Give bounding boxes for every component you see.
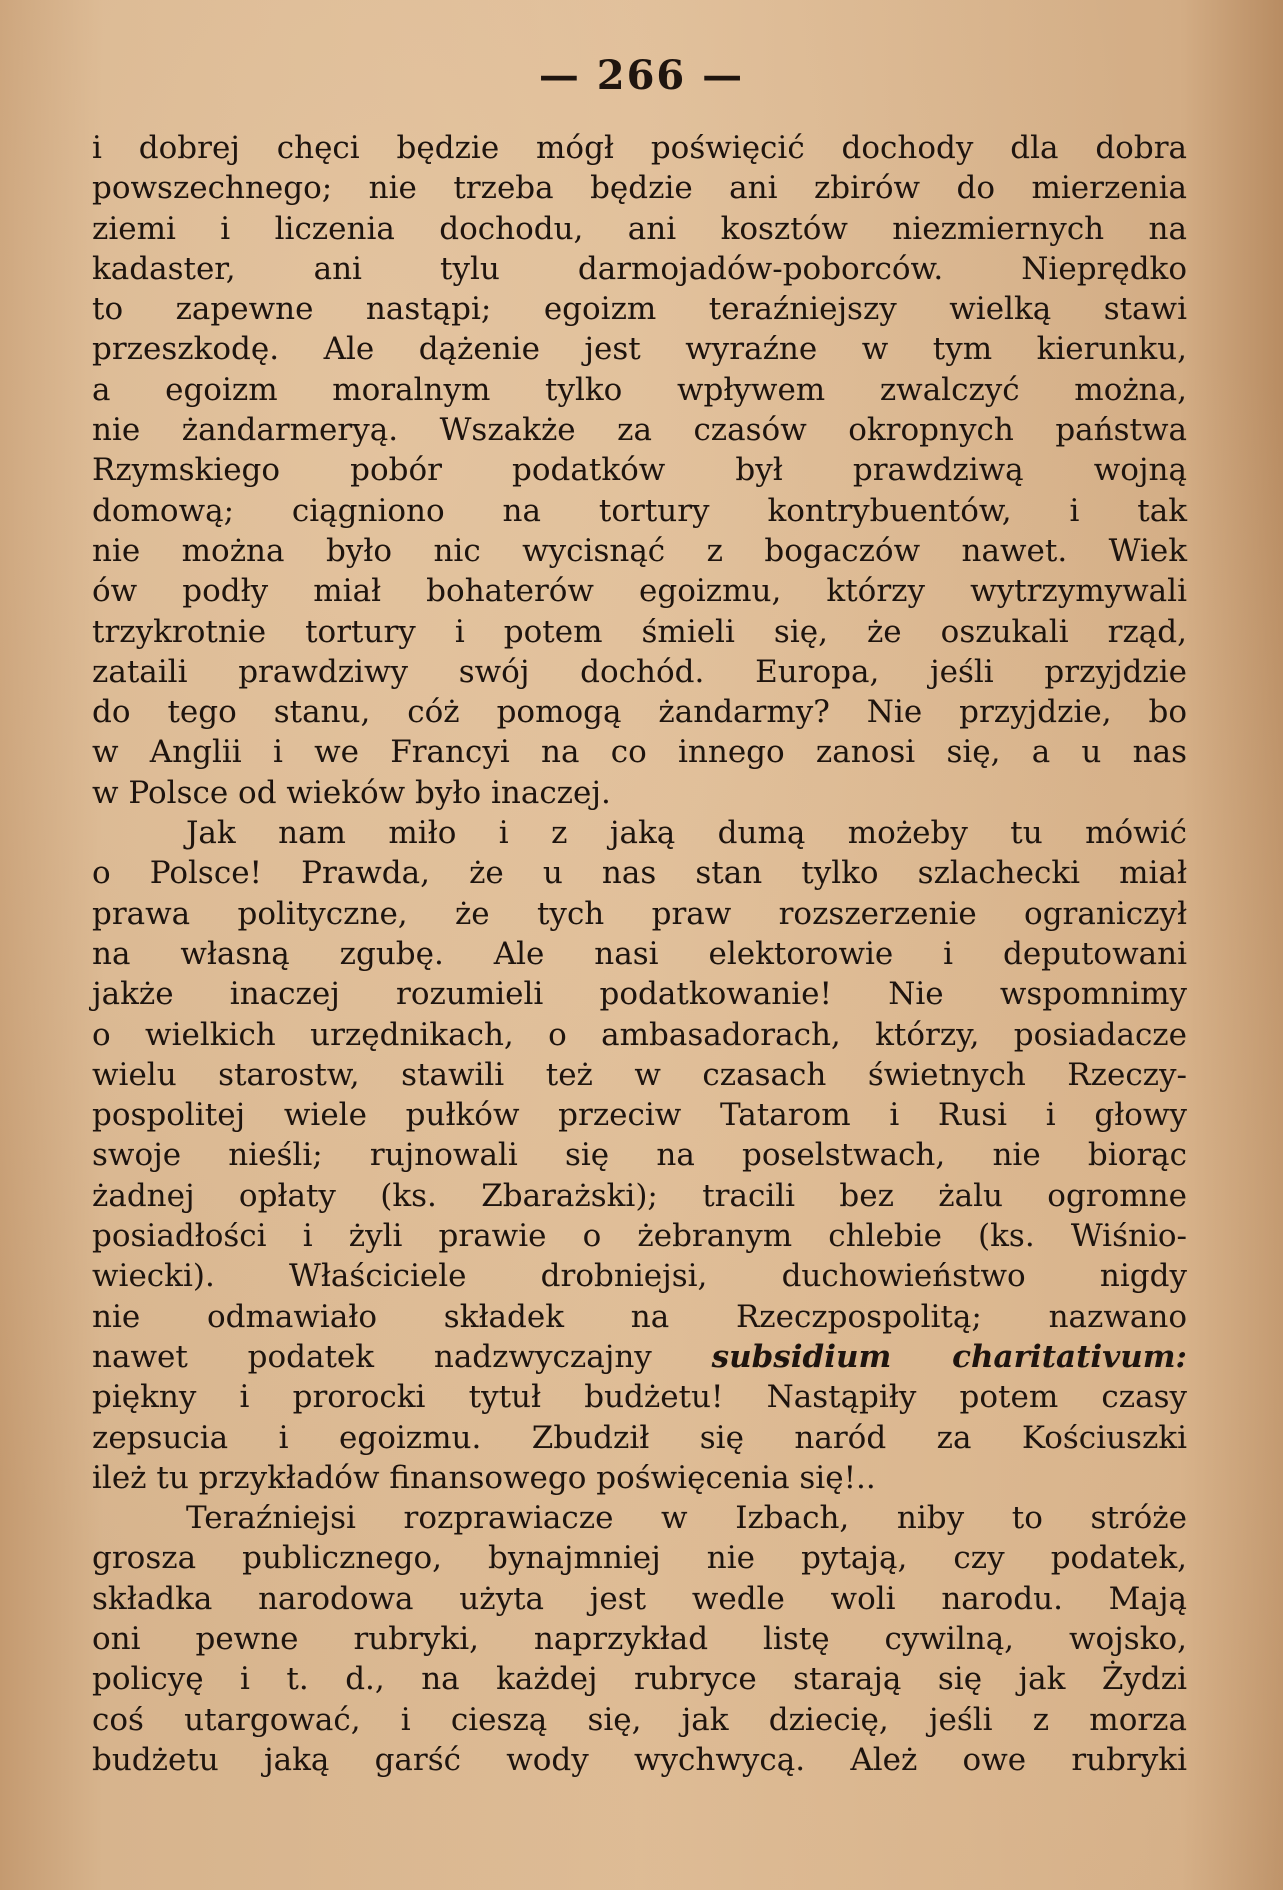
text-line: coś utargować, i cieszą się, jak dziecię, jeśli z morza [92,1701,1187,1738]
text-line: oni pewne rubryki, naprzykład listę cywilną, wojsko, [92,1620,1187,1657]
text-line: posiadłości i żyli prawie o żebranym chlebie (ks. Wiśnio- [92,1218,1187,1255]
paragraph-start-line: Jak nam miło i z jaką dumą możeby tu mówić [186,815,1187,852]
text-line: w Anglii i we Francyi na co innego zanosi się, a u nas [92,734,1187,771]
text-line: piękny i prorocki tytuł budżetu! Nastąpiły potem czasy [92,1379,1187,1416]
text-line: na własną zgubę. Ale nasi elektorowie i deputowani [92,935,1187,972]
paragraph-start-line: Teraźniejsi rozprawiacze w Izbach, niby to stróże [186,1500,1187,1537]
text-line: zataili prawdziwy swój dochód. Europa, jeśli przyjdzie [92,653,1187,690]
text-line: Rzymskiego pobór podatków był prawdziwą wojną [92,452,1187,489]
text-line: swoje nieśli; rujnowali się na poselstwach, nie biorąc [92,1137,1187,1174]
italic-phrase: subsidium charitativum: [711,1338,1188,1375]
text-line: do tego stanu, cóż pomogą żandarmy? Nie przyjdzie, bo [92,694,1187,731]
text-line: ów podły miał bohaterów egoizmu, którzy wytrzymywali [92,573,1187,610]
body-text [92,128,1187,1780]
text-segment: nawet podatek nadzwyczajny [92,1338,652,1375]
text-line: a egoizm moralnym tylko wpływem zwalczyć można, [92,371,1187,408]
text-line: przeszkodę. Ale dążenie jest wyraźne w tym kierunku, [92,331,1187,368]
text-line-with-italic [92,1337,1187,1377]
text-line: i dobrej chęci będzie mógł poświęcić dochody dla dobra [92,130,1187,166]
text-line: to zapewne nastąpi; egoizm teraźniejszy wielką stawi [92,291,1187,328]
text-line: trzykrotnie tortury i potem śmieli się, że oszukali rząd, [92,613,1187,650]
text-line: żadnej opłaty (ks. Zbarażski); tracili bez żalu ogromne [92,1177,1187,1214]
text-line: o Polsce! Prawda, że u nas stan tylko szlachecki miał [92,855,1187,892]
text-line: kadaster, ani tylu darmojadów-poborców. Nieprędko [92,250,1187,287]
text-line: ziemi i liczenia dochodu, ani kosztów niezmiernych na [92,210,1187,247]
text-line: wielu starostw, stawili też w czasach świetnych Rzeczy- [92,1056,1187,1093]
text-line: o wielkich urzędnikach, o ambasadorach, którzy, posiadacze [92,1016,1187,1053]
text-line: pospolitej wiele pułków przeciw Tatarom i Rusi i głowy [92,1097,1187,1134]
text-line: nie żandarmeryą. Wszakże za czasów okropnych państwa [92,412,1187,449]
text-line: wiecki). Właściciele drobniejsi, duchowieństwo nigdy [92,1258,1187,1295]
text-line: policyę i t. d., na każdej rubryce starają się jak Żydzi [92,1661,1187,1698]
text-line: w Polsce od wieków było inaczej. [92,774,611,811]
text-line: prawa polityczne, że tych praw rozszerzenie ograniczył [92,895,1187,932]
text-line: ileż tu przykładów finansowego poświęcenia się!.. [92,1459,876,1496]
text-line: grosza publicznego, bynajmniej nie pytają, czy podatek, [92,1540,1187,1577]
text-line: jakże inaczej rozumieli podatkowanie! Nie wspomnimy [92,976,1187,1013]
text-line: budżetu jaką garść wody wychwycą. Ależ owe rubryki [92,1741,1187,1778]
text-line: powszechnego; nie trzeba będzie ani zbirów do mierzenia [92,170,1187,207]
text-line: domową; ciągniono na tortury kontrybuentów, i tak [92,492,1187,529]
text-line: zepsucia i egoizmu. Zbudził się naród za Kościuszki [92,1419,1187,1456]
page-number: — 266 — [538,52,745,99]
text-line: nie można było nic wycisnąć z bogaczów nawet. Wiek [92,532,1187,569]
text-line: nie odmawiało składek na Rzeczpospolitą; nazwano [92,1298,1187,1335]
text-line: składka narodowa użyta jest wedle woli narodu. Mają [92,1580,1187,1617]
